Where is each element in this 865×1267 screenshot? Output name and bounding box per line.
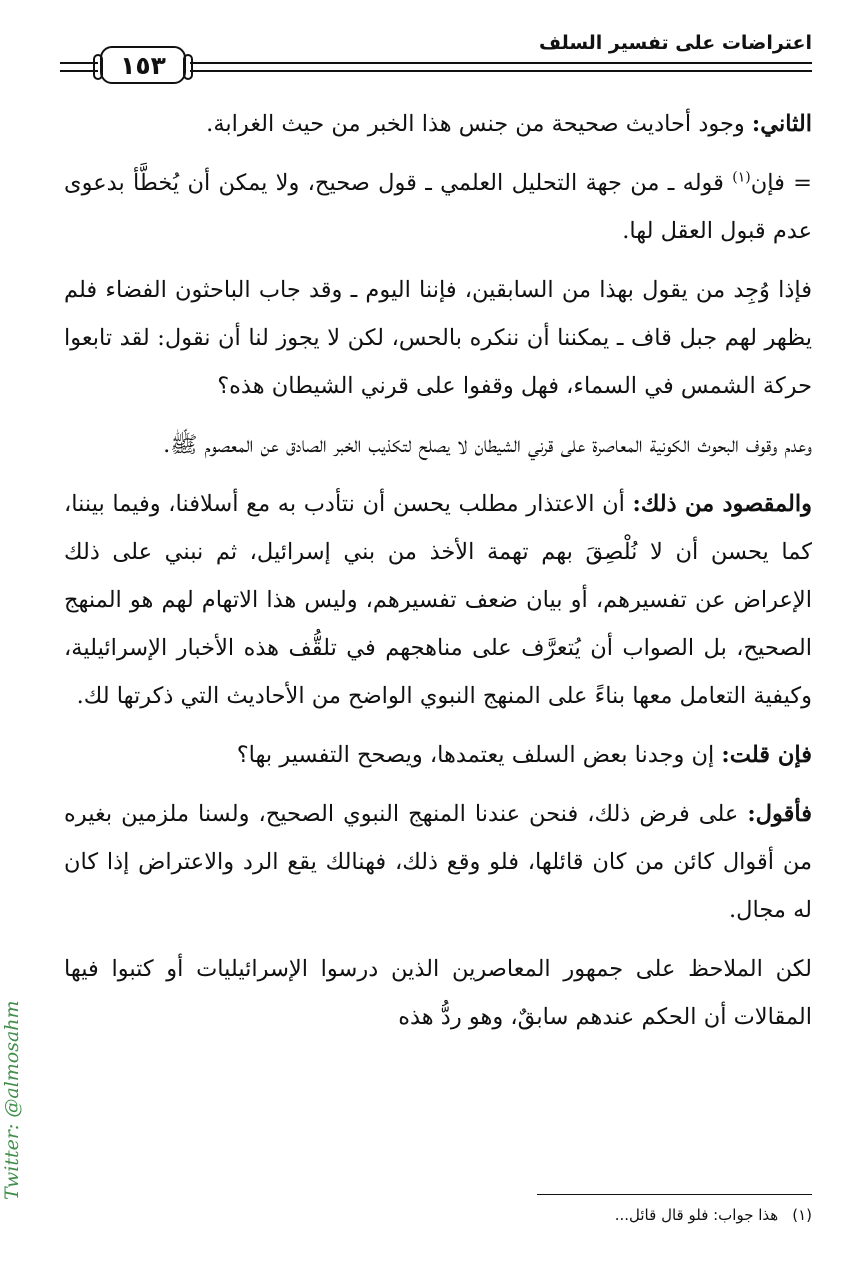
watermark: Twitter: @almosahm [1,1000,23,1200]
running-title: اعتراضات على تفسير السلف [538,32,812,54]
paragraph-lead: والمقصود من ذلك: [632,491,812,517]
header-rule-right [190,62,812,72]
footnote-text: هذا جواب: فلو قال قائل... [614,1206,779,1224]
footnote-number: (١) [792,1206,812,1224]
paragraph [64,790,812,934]
paragraph-text: وعدم وقوف البحوث الكونية المعاصرة على قرني الشيطان لا يصلح لتكذيب الخبر الصادق عن المعصوم ﷺ. [163,432,812,458]
paragraph [64,159,812,255]
paragraph-pre: = فإن [750,170,812,196]
paragraph [64,731,812,779]
paragraph-text: فإذا وُجِد من يقول بهذا من السابقين، فإننا اليوم ـ وقد جاب الباحثون الفضاء فلم يظهر لهم جبل قاف ـ يمكننا أن ننكره بالحس، لكن لا يجوز لنا أن نقول: لقد تابعوا حركة الشمس في السماء، فهل وقفوا على قرني الشيطان هذه؟ [64,277,812,399]
footnote-divider [537,1194,812,1195]
paragraph-text: على فرض ذلك، فنحن عندنا المنهج النبوي الصحيح، ولسنا ملزمين بغيره من أقوال كائن من كان قائلها، فلو وقع ذلك، فهنالك يقع الرد والاعتراض إذا كان له مجال. [64,801,812,923]
paragraph [64,480,812,720]
paragraph [64,421,812,469]
paragraph-text: إن وجدنا بعض السلف يعتمدها، ويصحح التفسير بها؟ [236,742,722,768]
paragraph [64,945,812,1041]
paragraph-lead: فإن قلت: [721,742,812,768]
paragraph [64,100,812,148]
page-header [60,28,812,88]
paragraph-lead: فأقول: [747,801,812,827]
page-number: ١٥٣ [100,46,186,84]
main-text [64,100,812,1052]
paragraph-text: أن الاعتذار مطلب يحسن أن نتأدب به مع أسلافنا، وفيما بيننا، كما يحسن أن لا نُلْصِقَ بهم تهمة الأخذ من بني إسرائيل، ثم نبني على ذلك الإعراض عن تفسيرهم، أو بيان ضعف تفسيرهم، وليس هذا الاتهام لهم هو المنهج الصحيح، بل الصواب أن يُتعرَّف على مناهجهم في تلقُّف هذه الأخبار الإسرائيلية، وكيفية التعامل معها بناءً على المنهج النبوي الواضح من الأحاديث التي ذكرتها لك. [64,491,812,709]
paragraph-text: لكن الملاحظ على جمهور المعاصرين الذين درسوا الإسرائيليات أو كتبوا فيها المقالات أن الحكم عندهم سابقٌ، وهو ردُّ هذه [64,956,812,1030]
paragraph-lead: الثاني: [751,111,812,137]
paragraph [64,266,812,410]
footnote [615,1206,812,1224]
paragraph-text: قوله ـ من جهة التحليل العلمي ـ قول صحيح، ولا يمكن أن يُخطَّأ بدعوى عدم قبول العقل لها. [64,170,812,244]
paragraph-text: وجود أحاديث صحيحة من جنس هذا الخبر من حيث الغرابة. [206,111,752,137]
footnote-ref[interactable]: (١) [732,169,751,186]
